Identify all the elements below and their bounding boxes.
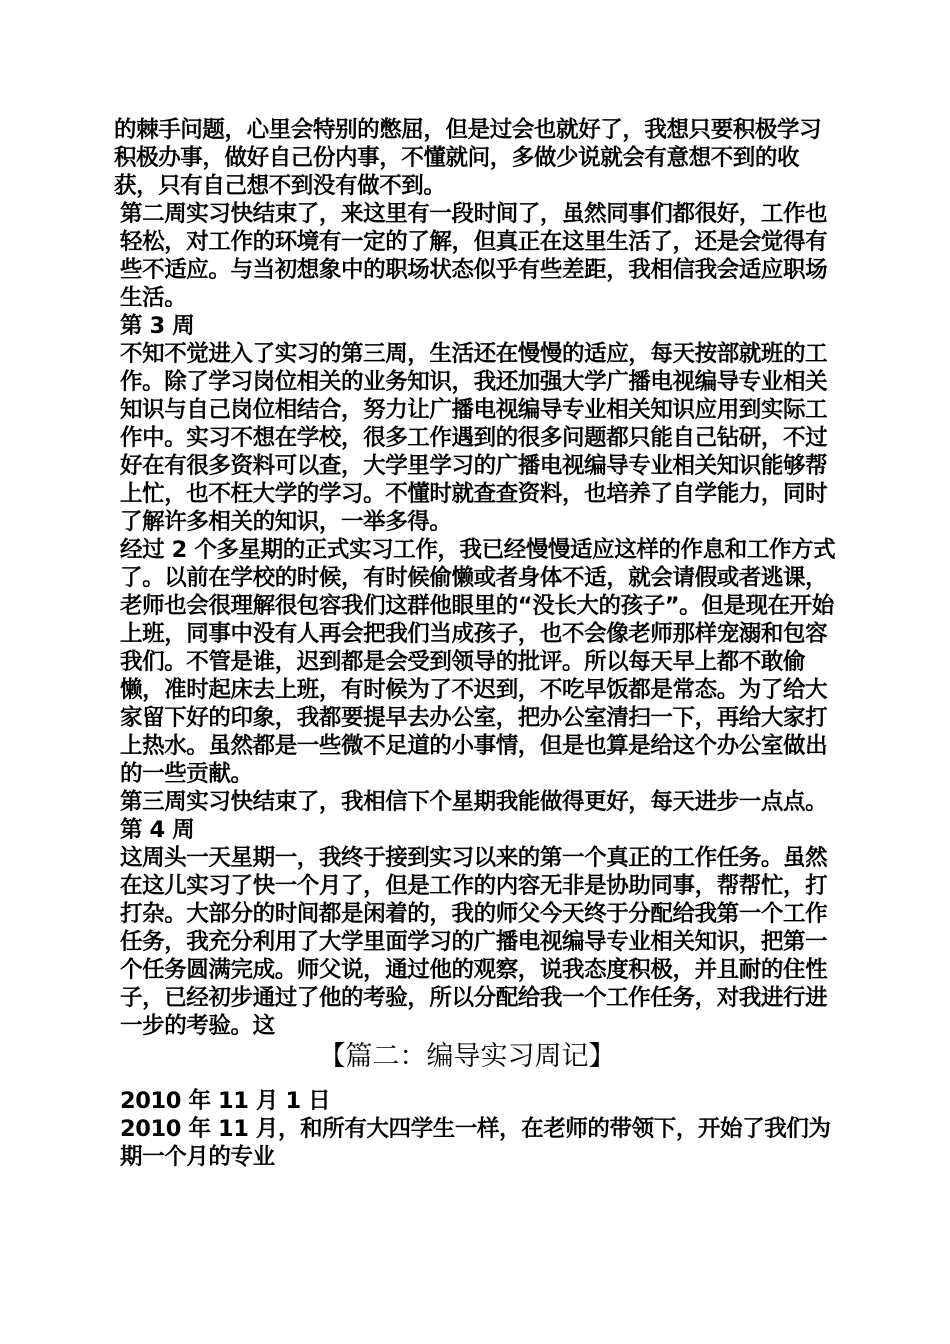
paragraph-week3-summary: 第三周实习快结束了，我相信下个星期我能做得更好，每天进步一点点。 [120,789,828,815]
paragraph-part2-intro: 2010 年 11 月，和所有大四学生一样，在老师的带领下，开始了我们为期一个月的专业 [120,1116,831,1170]
date-heading: 2010 年 11 月 1 日 [120,1088,331,1114]
paragraph-intro-continued: 的棘手问题，心里会特别的憋屈，但是过会也就好了，我想只要积极学习积极办事，做好自己份内事，不懂就问，多做少说就会有意想不到的收获，只有自己想不到没有做不到。 [114,117,822,199]
paragraph-week4-intro: 这周头一天星期一，我终于接到实习以来的第一个真正的工作任务。虽然在这儿实习了快一个月了，但是工作的内容无非是协助同事，帮帮忙，打打杂。大部分的时间都是闲着的，我的师父今天终于分配给我第一个工作任务，我充分利用了大学里面学习的广播电视编导专业相关知识，把第一个任务圆满完成。师父说，通过他的观察，说我态度积极，并且耐的住性子，已经初步通过了他的考验，所以分配给我一个工作任务，对我进行进一步的考验。这 [120,845,828,1039]
paragraph-week3-adaptation: 经过 2 个多星期的正式实习工作，我已经慢慢适应这样的作息和工作方式了。以前在学校的时候，有时候偷懒或者身体不适，就会请假或者逃课，老师也会很理解很包容我们这群他眼里的“没长大的孩子”。但是现在开始上班，同事中没有人再会把我们当成孩子，也不会像老师那样宠溺和包容我们。不管是谁，迟到都是会受到领导的批评。所以每天早上都不敢偷懒，准时起床去上班，有时候为了不迟到，不吃早饭都是常态。为了给大家留下好的印象，我都要提早去办公室，把办公室清扫一下，再给大家打上热水。虽然都是一些微不足道的小事情，但是也算是给这个办公室做出的一些贡献。 [120,537,836,787]
paragraph-week3-intro: 不知不觉进入了实习的第三周，生活还在慢慢的适应，每天按部就班的工作。除了学习岗位相关的业务知识，我还加强大学广播电视编导专业相关知识与自己岗位相结合，努力让广播电视编导专业相关知识应用到实际工作中。实习不想在学校，很多工作遇到的很多问题都只能自己钻研，不过好在有很多资料可以查，大学里学习的广播电视编导专业相关知识能够帮上忙，也不枉大学的学习。不懂时就查查资料，也培养了自学能力，同时了解许多相关的知识，一举多得。 [120,341,828,535]
paragraph-week2-summary: 第二周实习快结束了，来这里有一段时间了，虽然同事们都很好，工作也轻松，对工作的环境有一定的了解，但真正在这里生活了，还是会觉得有些不适应。与当初想象中的职场状态似乎有些差距，我相信我会适应职场生活。 [120,201,828,311]
section-title: 【篇二：编导实习周记】 [318,1041,616,1072]
heading-week-4: 第 4 周 [120,817,195,843]
spacer [114,1073,840,1087]
heading-week-3: 第 3 周 [120,313,195,339]
document-page [114,116,840,1171]
